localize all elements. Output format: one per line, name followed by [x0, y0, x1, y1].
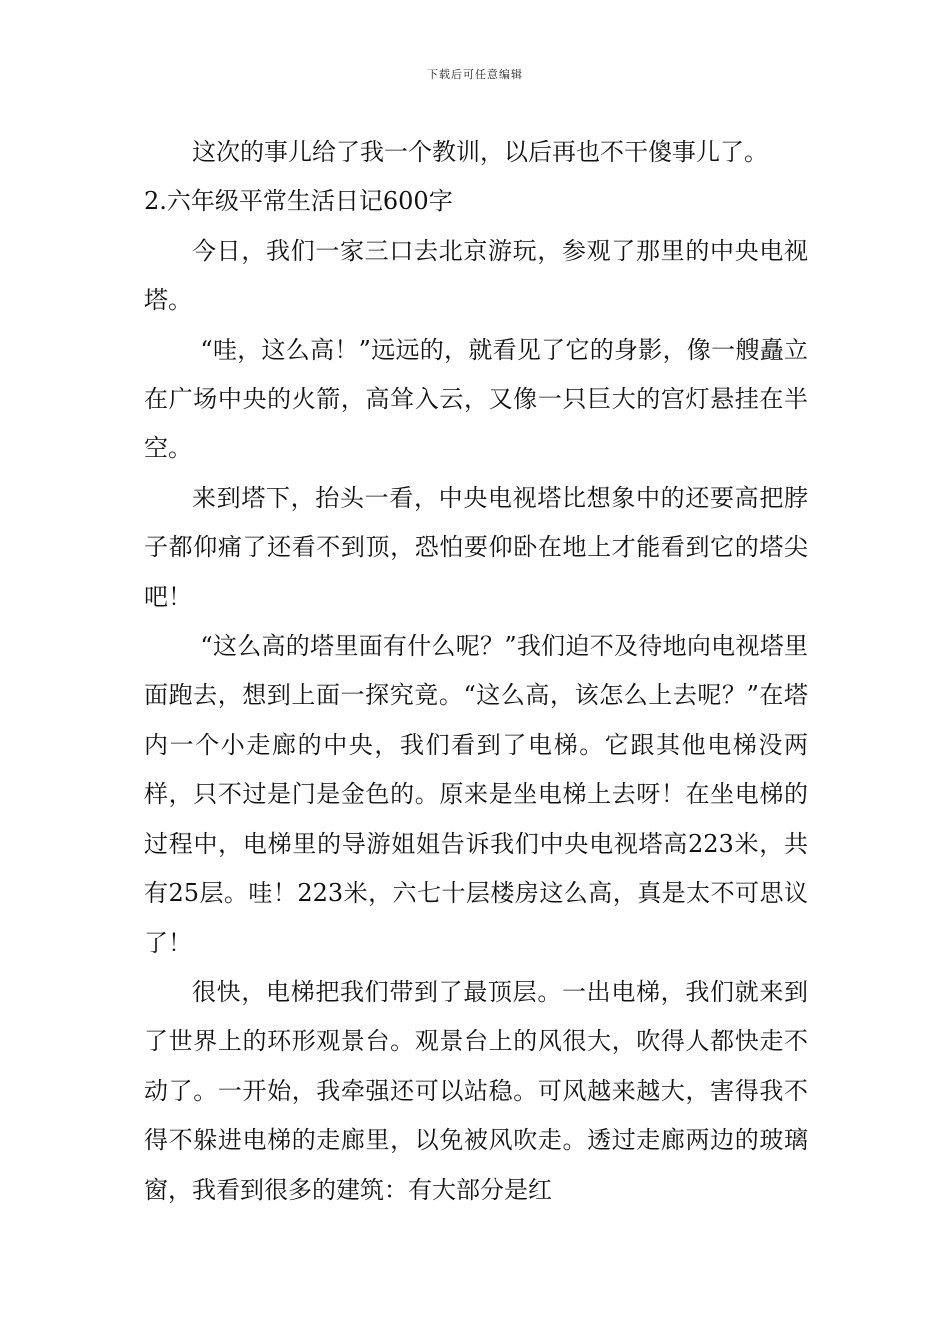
- section-heading: 2.六年级平常生活日记600字: [144, 187, 453, 216]
- document-body: [144, 128, 808, 1215]
- page-header: 下载后可任意编辑: [427, 68, 523, 81]
- paragraph-intro: 今日，我们一家三口去北京游玩，参观了那里的中央电视塔。: [144, 236, 808, 315]
- paragraph-observation-deck: 很快，电梯把我们带到了最顶层。一出电梯，我们就来到了世界上的环形观景台。观景台上的风很大，吹得人都快走不动了。一开始，我牵强还可以站稳。可风越来越大，害得我不得不躲进电梯的走廊里，以免被风吹走。透过走廊两边的玻璃窗，我看到很多的建筑：有大部分是红: [144, 977, 808, 1204]
- paragraph-tower-base: 来到塔下，抬头一看，中央电视塔比想象中的还要高把脖子都仰痛了还看不到顶，恐怕要仰卧在地上才能看到它的塔尖吧！: [144, 483, 808, 611]
- paragraph-first-sight: “哇，这么高！”远远的，就看见了它的身影，像一艘矗立在广场中央的火箭，高耸入云，又像一只巨大的宫灯悬挂在半空。: [144, 335, 808, 463]
- paragraph-elevator: “这么高的塔里面有什么呢？”我们迫不及待地向电视塔里面跑去，想到上面一探究竟。“这么高，该怎么上去呢？”在塔内一个小走廊的中央，我们看到了电梯。它跟其他电梯没两样，只不过是门是金色的。原来是坐电梯上去呀！在坐电梯的过程中，电梯里的导游姐姐告诉我们中央电视塔高223米，共有25层。哇！223米，六七十层楼房这么高，真是太不可思议了！: [144, 632, 808, 957]
- paragraph-lesson: 这次的事儿给了我一个教训，以后再也不干傻事儿了。: [192, 138, 768, 166]
